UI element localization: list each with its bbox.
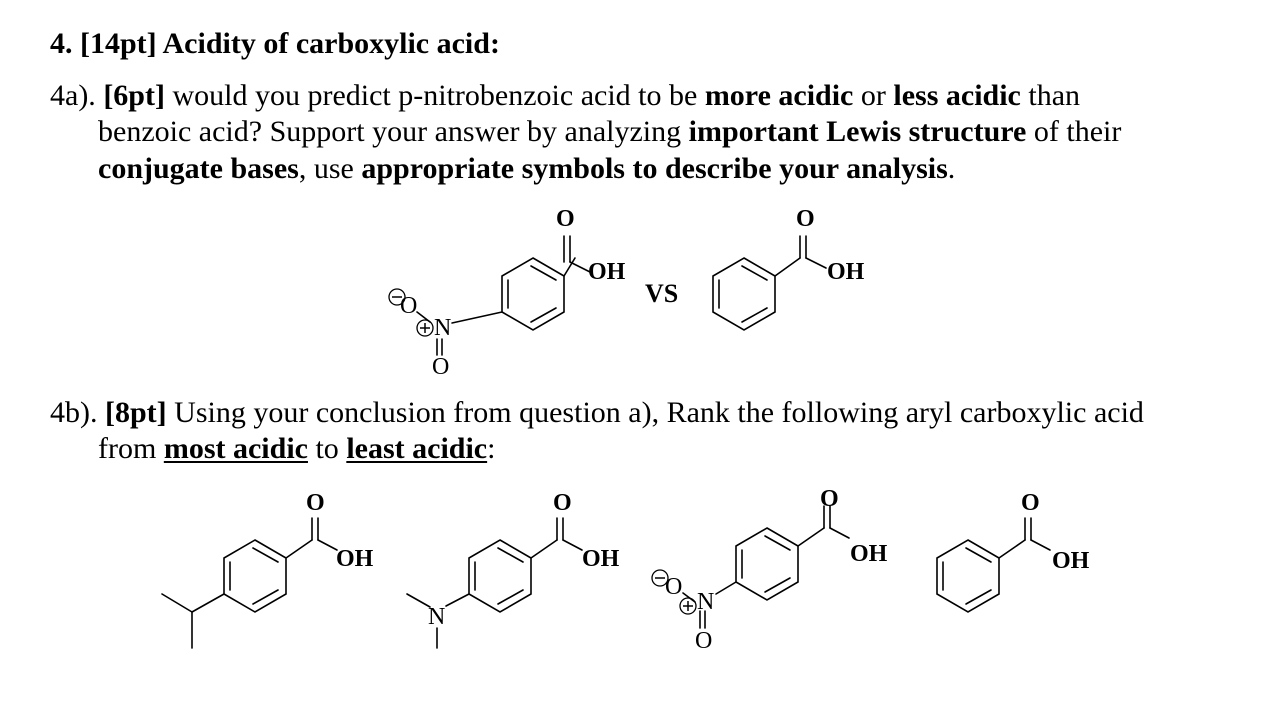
question-4-title: 4. [14pt] Acidity of carboxylic acid: [50, 27, 500, 60]
carbonyl-oxygen: O [553, 490, 572, 516]
hydroxyl-group: OH [582, 546, 620, 572]
hydroxyl-group: OH [850, 541, 888, 567]
nitro-nitrogen: N [697, 589, 715, 615]
q4a-text-5: of their [1026, 115, 1122, 148]
hydroxyl-group: OH [1052, 548, 1090, 574]
hydroxyl-group: OH [588, 259, 626, 285]
benzene-ring [736, 528, 798, 600]
amine-nitrogen: N [428, 604, 446, 630]
carbonyl-oxygen: O [1021, 490, 1040, 516]
q4b-text-3: to [307, 432, 347, 465]
q4a-text-1: would you predict p-nitrobenzoic acid to be [164, 79, 705, 112]
carbonyl-oxygen: O [556, 206, 575, 232]
benzene-ring [224, 540, 286, 612]
q4a-less-acidic: less acidic [893, 79, 1021, 112]
carbonyl-oxygen: O [820, 486, 839, 512]
q4b-text-2: from [98, 432, 164, 465]
structure-p-nitrobenzoic-acid-4a [389, 206, 626, 380]
q4b-points: [8pt] [105, 396, 167, 429]
nitro-oxygen-double: O [432, 354, 450, 380]
hydroxyl-group: OH [336, 546, 374, 572]
q4a-points: [6pt] [103, 79, 165, 112]
structure-4-isopropylbenzoic-acid [162, 490, 374, 648]
q4a-text-6: , use [298, 152, 362, 185]
nitro-oxygen-negative: O [665, 574, 683, 600]
q4a-text-2: or [853, 79, 894, 112]
nitro-nitrogen: N [434, 315, 452, 341]
vs-label: VS [645, 279, 679, 308]
q4a-more-acidic: more acidic [704, 79, 854, 112]
q4a-lewis-structure: important Lewis structure [688, 115, 1027, 148]
carbonyl-oxygen: O [796, 206, 815, 232]
nitro-oxygen-double: O [695, 628, 713, 654]
q4b-text-4: : [487, 432, 496, 465]
structure-benzoic-acid-4b [937, 490, 1090, 612]
q4a-text-7: . [947, 152, 956, 185]
benzene-ring [469, 540, 531, 612]
benzene-ring [502, 258, 564, 330]
q4a-number: 4a). [50, 79, 104, 112]
benzene-ring [713, 258, 775, 330]
nitro-oxygen-negative: O [400, 293, 418, 319]
q4b-number: 4b). [50, 396, 105, 429]
q4b-text-1: Using your conclusion from question a), Rank the following aryl carboxylic acid [166, 396, 1144, 429]
q4a-conjugate-bases: conjugate bases [98, 152, 299, 185]
carbonyl-oxygen: O [306, 490, 325, 516]
hydroxyl-group: OH [827, 259, 865, 285]
structure-benzoic-acid-4a [713, 206, 865, 330]
benzene-ring [937, 540, 999, 612]
q4a-text-4: benzoic acid? Support your answer by analyzing [98, 115, 689, 148]
structure-p-nitrobenzoic-acid-4b [652, 486, 888, 654]
structure-4-dimethylaminobenzoic-acid [407, 490, 620, 648]
q4a-text-3: than [1020, 79, 1081, 112]
q4b-least-acidic: least acidic [346, 432, 488, 465]
q4a-symbols: appropriate symbols to describe your analysis [361, 152, 948, 185]
q4b-most-acidic: most acidic [163, 432, 308, 465]
